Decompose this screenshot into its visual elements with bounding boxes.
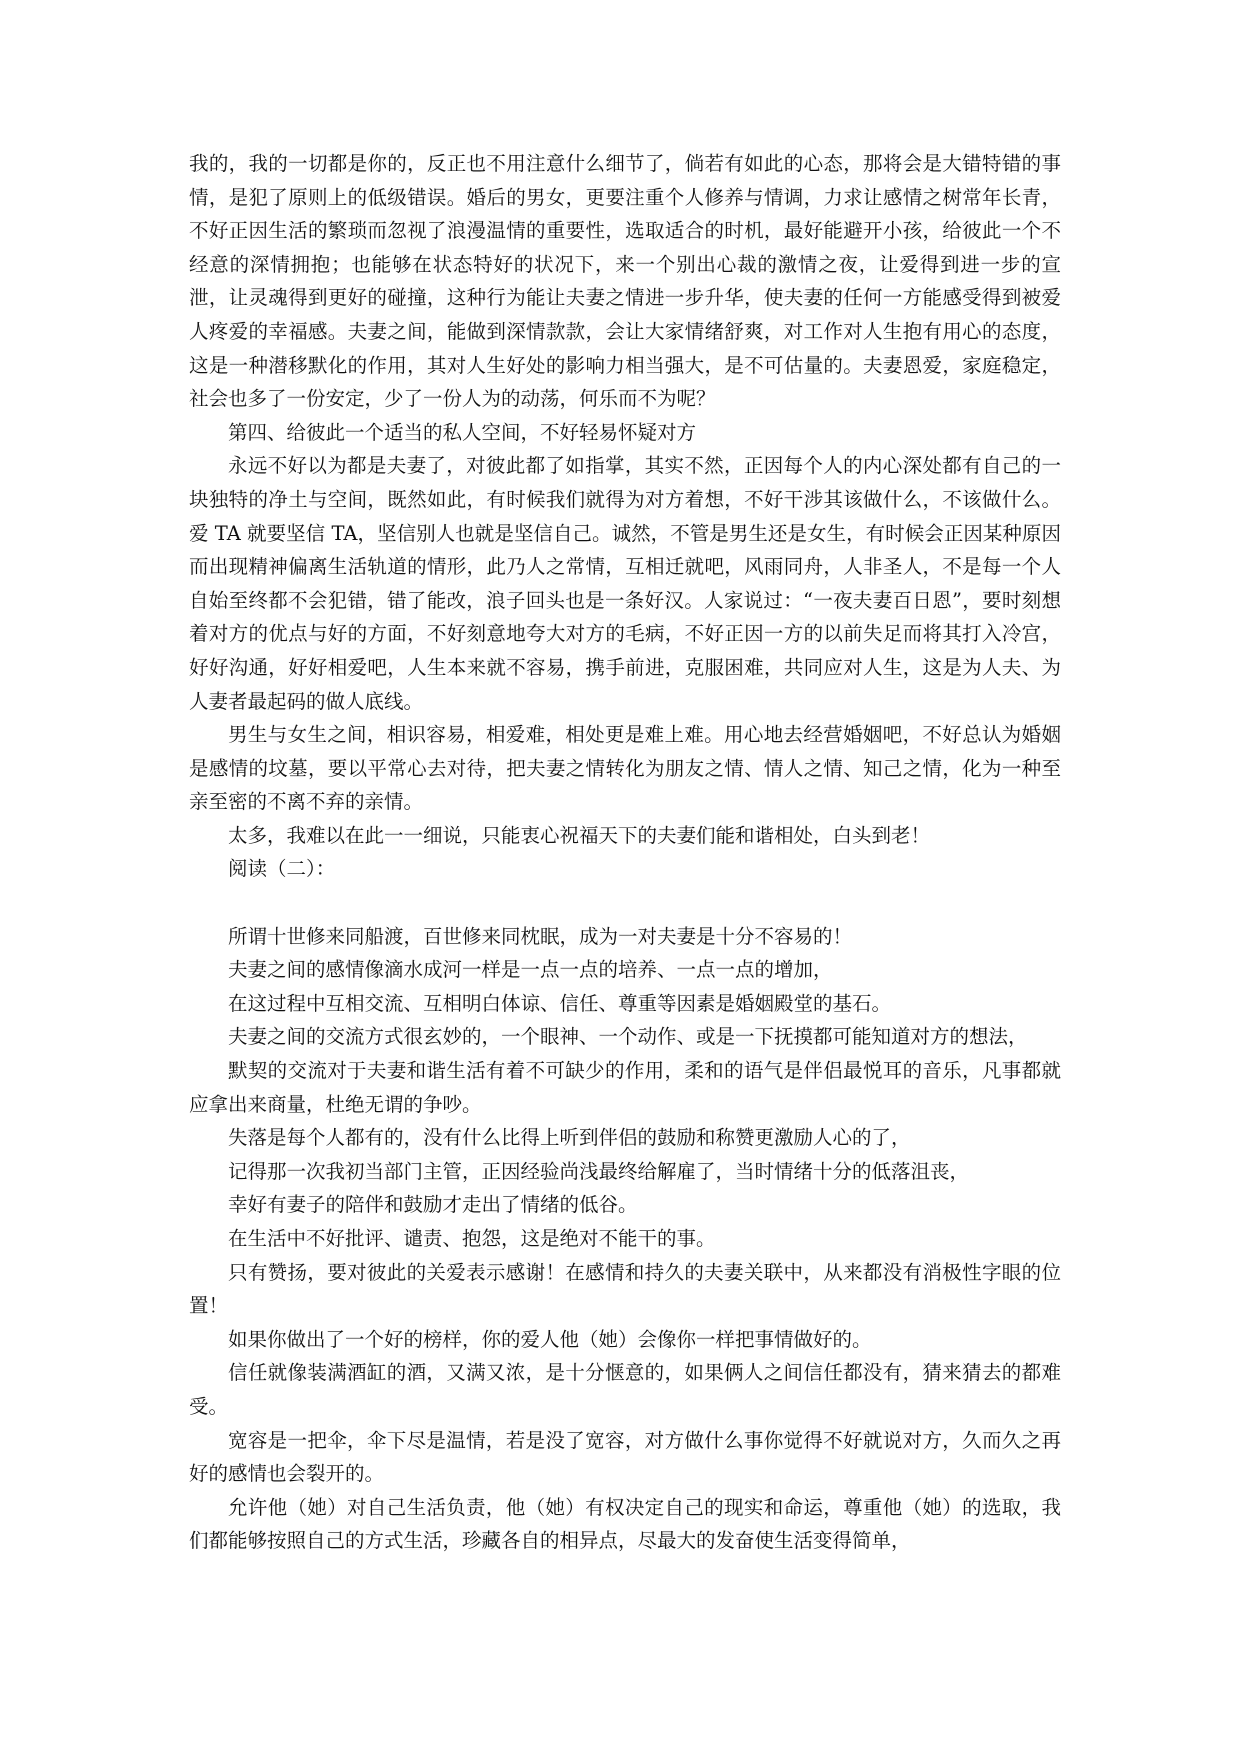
paragraph-disappointment: 失落是每个人都有的，没有什么比得上听到伴侣的鼓励和称赞更激励人心的了，: [228, 1126, 911, 1150]
reading-two-heading: 阅读（二）：: [228, 857, 336, 881]
paragraph-tacit: 默契的交流对于夫妻和谐生活有着不可缺少的作用，柔和的语气是伴侣最悦耳的音乐，凡事都就应拿出来商量，杜绝无谓的争吵。: [189, 1059, 1061, 1116]
paragraph-wife-support: 幸好有妻子的陪伴和鼓励才走出了情绪的低谷。: [228, 1193, 638, 1217]
paragraph-continuation: 我的，我的一切都是你的，反正也不用注意什么细节了，倘若有如此的心态，那将会是大错特错的事情，是犯了原则上的低级错误。婚后的男女，更要注重个人修养与情调，力求让感情之树常年长青，不好正因生活的繁琐而忽视了浪漫温情的重要性，选取适合的时机，最好能避开小孩，给彼此一个不经意的深情拥抱；也能够在状态特好的状况下，来一个别出心裁的激情之夜，让爱得到进一步的宣泄，让灵魂得到更好的碰撞，这种行为能让夫妻之情进一步升华，使夫妻的任何一方能感受得到被爱人疼爱的幸福感。夫妻之间，能做到深情款款，会让大家情绪舒爽，对工作对人生抱有用心的态度，这是一种潜移默化的作用，其对人生好处的影响力相当强大，是不可估量的。夫妻恩爱，家庭稳定，社会也多了一份安定，少了一份人为的动荡，何乐而不为呢？: [189, 152, 1061, 411]
paragraph-praise: 只有赞扬，要对彼此的关爱表示感谢！在感情和持久的夫妻关联中，从来都没有消极性字眼的位置！: [189, 1260, 1061, 1318]
paragraph-no-criticism: 在生活中不好批评、谴责、抱怨，这是绝对不能干的事。: [228, 1227, 716, 1250]
document-page: [189, 147, 1061, 1558]
paragraph-fate: 所谓十世修来同船渡，百世修来同枕眠，成为一对夫妻是十分不容易的！: [228, 924, 853, 948]
paragraph-umbrella: 宽容是一把伞，伞下尽是温情，若是没了宽容，对方做什么事你觉得不好就说对方，久而久之再好的感情也会裂开的。: [189, 1428, 1061, 1486]
paragraph-wine: 信任就像装满酒缸的酒，又满又浓，是十分惬意的，如果俩人之间信任都没有，猜来猜去的都难受。: [189, 1361, 1061, 1418]
paragraph-foundation: 在这过程中互相交流、互相明白体谅、信任、尊重等因素是婚姻殿堂的基石。: [228, 991, 892, 1015]
paragraph-marriage: 男生与女生之间，相识容易，相爱难，相处更是难上难。用心地去经营婚姻吧，不好总认为婚姻是感情的坟墓，要以平常心去对待，把夫妻之情转化为朋友之情、情人之情、知己之情，化为一种至亲至密的不离不弃的亲情。: [189, 723, 1061, 814]
paragraph-feelings: 夫妻之间的感情像滴水成河一样是一点一点的培养、一点一点的增加，: [228, 958, 833, 982]
section-heading-four: 第四、给彼此一个适当的私人空间，不好轻易怀疑对方: [228, 420, 697, 444]
blank-line: [189, 886, 1061, 920]
paragraph-blessing: 太多，我难以在此一一细说，只能衷心祝福天下的夫妻们能和谐相处，白头到老！: [228, 823, 931, 847]
paragraph-respect: 允许他（她）对自己生活负责，他（她）有权决定自己的现实和命运，尊重他（她）的选取，我们都能够按照自己的方式生活，珍藏各自的相异点，尽最大的发奋使生活变得简单，: [189, 1495, 1061, 1553]
paragraph-trust: 永远不好以为都是夫妻了，对彼此都了如指掌，其实不然，正因每个人的内心深处都有自己的一块独特的净土与空间，既然如此，有时候我们就得为对方着想，不好干涉其该做什么，不该做什么。爱 TA 就要坚信 TA，坚信别人也就是坚信自己。诚然，不管是男生还是女生，有时候会正因某种原因而出现精神偏离生活轨道的情形，此乃人之常情，互相迁就吧，风雨同舟，人非圣人，不是每一个人自始至终都不会犯错，错了能改，浪子回头也是一条好汉。人家说过：“一夜夫妻百日恩”，要时刻想着对方的优点与好的方面，不好刻意地夸大对方的毛病，不好正因一方的以前失足而将其打入冷宫，好好沟通，好好相爱吧，人生本来就不容易，携手前进，克服困难，共同应对人生，这是为人夫、为人妻者最起码的做人底线。: [189, 454, 1061, 713]
paragraph-memory: 记得那一次我初当部门主管，正因经验尚浅最终给解雇了，当时情绪十分的低落沮丧，: [228, 1159, 970, 1183]
paragraph-communication: 夫妻之间的交流方式很玄妙的，一个眼神、一个动作、或是一下抚摸都可能知道对方的想法，: [228, 1025, 1028, 1049]
paragraph-example: 如果你做出了一个好的榜样，你的爱人他（她）会像你一样把事情做好的。: [228, 1327, 872, 1351]
